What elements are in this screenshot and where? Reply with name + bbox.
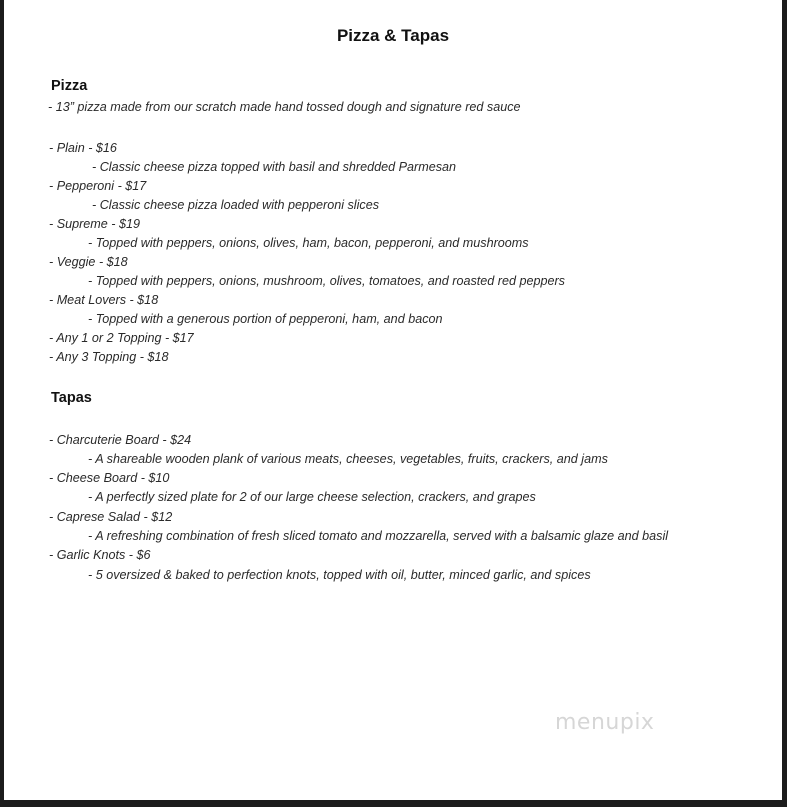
menu-item-desc: - A perfectly sized plate for 2 of our large cheese selection, crackers, and grapes: [88, 490, 536, 504]
section-heading-pizza: Pizza: [51, 78, 88, 94]
menu-item-name: - Garlic Knots - $6: [49, 548, 151, 562]
menu-page: [4, 0, 782, 800]
menu-item-name: - Meat Lovers - $18: [49, 293, 159, 307]
menu-item-desc: - A shareable wooden plank of various meats, cheeses, vegetables, fruits, crackers, and jams: [88, 452, 608, 466]
menu-item-name: - Supreme - $19: [49, 217, 140, 231]
menu-item-name: - Any 1 or 2 Topping - $17: [49, 331, 194, 345]
menu-item-desc: - Classic cheese pizza topped with basil and shredded Parmesan: [92, 160, 457, 174]
menu-item-name: - Veggie - $18: [49, 255, 128, 269]
menu-item-desc: - Topped with a generous portion of pepperoni, ham, and bacon: [88, 312, 443, 326]
menu-item-name: - Cheese Board - $10: [49, 471, 170, 485]
menu-item-desc: - A refreshing combination of fresh sliced tomato and mozzarella, served with a balsamic glaze and basil: [88, 529, 669, 543]
menu-item-name: - Plain - $16: [49, 141, 117, 155]
menu-item-desc: - Classic cheese pizza loaded with pepperoni slices: [92, 198, 380, 212]
menu-item-desc: - Topped with peppers, onions, olives, ham, bacon, pepperoni, and mushrooms: [88, 236, 529, 250]
menu-title: Pizza & Tapas: [336, 26, 450, 45]
section-heading-tapas: Tapas: [51, 390, 92, 406]
menu-item-name: - Pepperoni - $17: [49, 179, 147, 193]
menu-item-name: - Charcuterie Board - $24: [49, 433, 192, 447]
pizza-intro: - 13” pizza made from our scratch made hand tossed dough and signature red sauce: [48, 100, 521, 114]
menu-item-desc: - Topped with peppers, onions, mushroom, olives, tomatoes, and roasted red peppers: [88, 274, 565, 288]
menu-item-name: - Any 3 Topping - $18: [49, 350, 169, 364]
menu-item-name: - Caprese Salad - $12: [49, 510, 173, 524]
menu-item-desc: - 5 oversized & baked to perfection knots, topped with oil, butter, minced garlic, and spices: [88, 568, 591, 582]
watermark-logo: menupix: [555, 710, 655, 735]
